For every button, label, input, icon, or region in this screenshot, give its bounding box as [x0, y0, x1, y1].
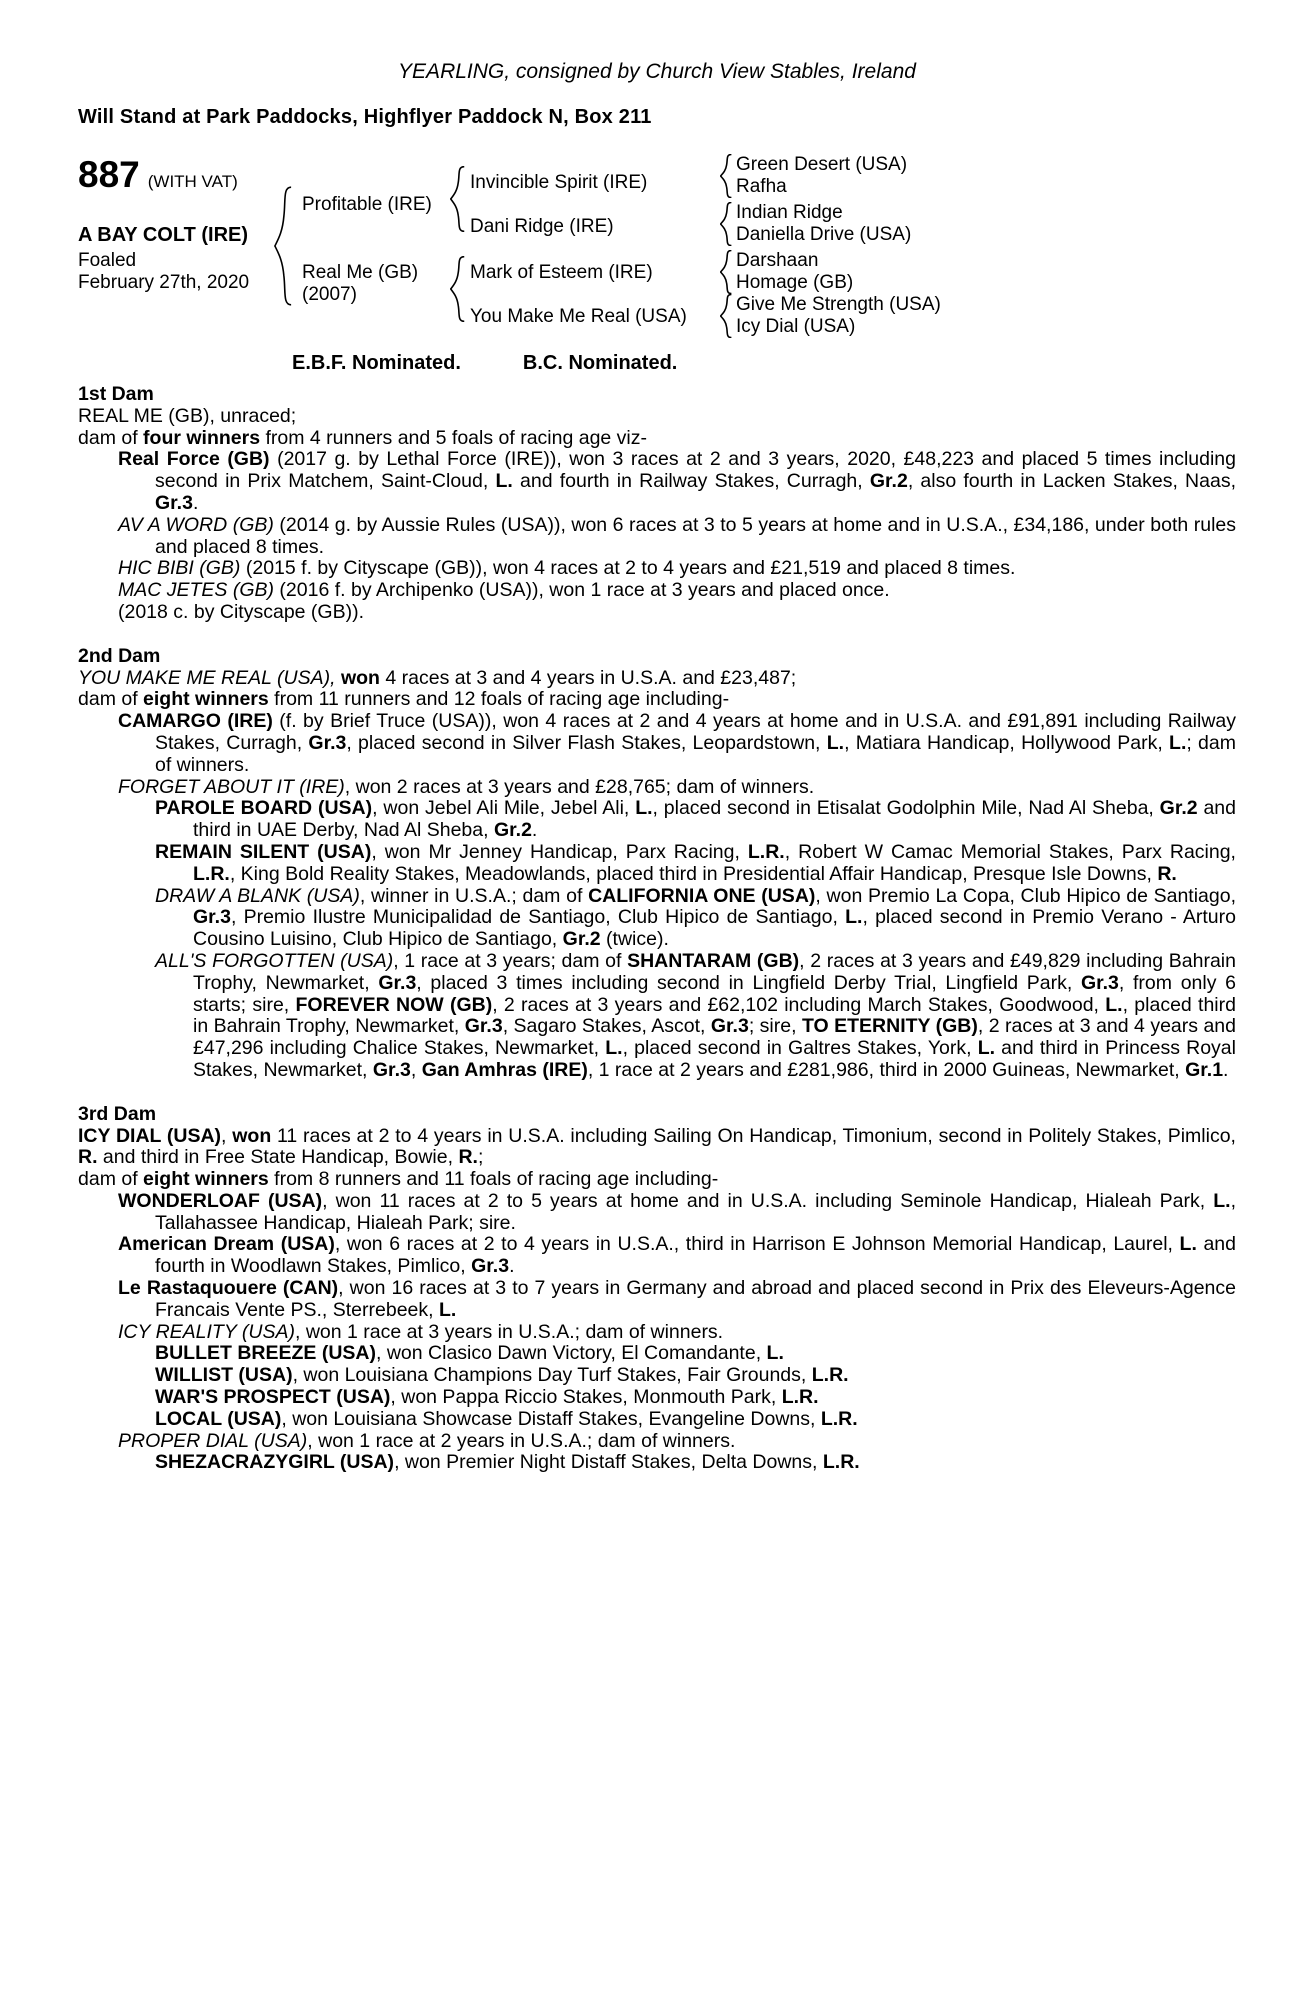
pedigree-paragraph: REAL ME (GB), unraced;: [78, 404, 297, 427]
foaled-label: Foaled: [78, 250, 137, 271]
pedigree-paragraph: HIC BIBI (GB) (2015 f. by Cityscape (GB)), won 4 races at 2 to 4 years and £21,519 and placed 8 times.: [118, 557, 1016, 580]
pedigree-sire-dam-dam: Daniella Drive (USA): [736, 224, 912, 245]
pedigree-dam: Real Me (GB): [302, 262, 419, 283]
pedigree-paragraph: ALL'S FORGOTTEN (USA), 1 race at 3 years; dam of SHANTARAM (GB), 2 races at 3 years and £49,829 including Bahrain Trophy, Newmarket, Gr.3, placed 3 times including second in Lingfield Derby Trial, Lingfield Park, Gr.3, from only 6 starts; sire, FOREVER NOW (GB), 2 races at 3 years and £62,102 including March Stakes, Goodwood, L., placed third in Bahrain Trophy, Newmarket, Gr.3, Sagaro Stakes, Ascot, Gr.3; sire, TO ETERNITY (GB), 2 races at 3 and 4 years and £47,296 including Chalice Stakes, Newmarket, L., placed second in Galtres Stakes, York, L. and third in Princess Royal Stakes, Newmarket, Gr.3, Gan Amhras (IRE), 1 race at 2 years and £281,986, third in 2000 Guineas, Newmarket, Gr.1.: [155, 949, 1237, 1081]
nominations-line: [78, 352, 1236, 375]
pedigree-paragraph: American Dream (USA), won 6 races at 2 to 4 years in U.S.A., third in Harrison E Johnson Memorial Handicap, Laurel, L. and fourth in Woodlawn Stakes, Pimlico, Gr.3.: [118, 1233, 1237, 1278]
pedigree-dam-dam: You Make Me Real (USA): [470, 306, 687, 327]
pedigree-brace-icon: [720, 154, 732, 198]
dam-section: [78, 646, 1236, 1082]
pedigree-sire-sire: Invincible Spirit (IRE): [470, 172, 648, 193]
pedigree-brace-icon: [450, 166, 465, 232]
colt-description: A BAY COLT (IRE): [78, 224, 249, 246]
dam-heading: 2nd Dam: [78, 644, 161, 667]
pedigree-sire-dam: Dani Ridge (IRE): [470, 216, 614, 237]
pedigree-brace-icon: [450, 256, 465, 322]
pedigree-paragraph: MAC JETES (GB) (2016 f. by Archipenko (USA)), won 1 race at 3 years and placed once.: [118, 579, 890, 602]
pedigree-paragraph: WAR'S PROSPECT (USA), won Pappa Riccio Stakes, Monmouth Park, L.R.: [155, 1386, 819, 1409]
pedigree-paragraph: PROPER DIAL (USA), won 1 race at 2 years in U.S.A.; dam of winners.: [118, 1429, 736, 1452]
dam-section: [78, 1104, 1236, 1475]
pedigree-brace-icon: [720, 250, 732, 294]
pedigree-table: [78, 150, 1236, 350]
pedigree-paragraph: (2018 c. by Cityscape (GB)).: [118, 600, 364, 623]
ebf-nominated-label: E.B.F. Nominated.: [292, 352, 461, 374]
pedigree-paragraph: BULLET BREEZE (USA), won Clasico Dawn Victory, El Comandante, L.: [155, 1342, 784, 1365]
pedigree-sire-dam-sire: Indian Ridge: [736, 202, 843, 223]
pedigree-sire: Profitable (IRE): [302, 194, 432, 215]
pedigree-brace-icon: [720, 202, 732, 246]
pedigree-paragraph: LOCAL (USA), won Louisiana Showcase Distaff Stakes, Evangeline Downs, L.R.: [155, 1407, 858, 1430]
pedigree-paragraph: WILLIST (USA), won Louisiana Champions Day Turf Stakes, Fair Grounds, L.R.: [155, 1364, 849, 1387]
vat-note: (WITH VAT): [147, 172, 238, 191]
pedigree-paragraph: WONDERLOAF (USA), won 11 races at 2 to 5 years at home and in U.S.A. including Seminole Handicap, Hialeah Park, L., Tallahassee Handicap, Hialeah Park; sire.: [118, 1189, 1236, 1234]
pedigree-paragraph: dam of eight winners from 11 runners and 12 foals of racing age including-: [78, 688, 730, 711]
dam-section: [78, 384, 1236, 624]
pedigree-brace-icon: [720, 294, 732, 338]
pedigree-paragraph: YOU MAKE ME REAL (USA), won 4 races at 3 and 4 years in U.S.A. and £23,487;: [78, 666, 797, 689]
dam-heading: 1st Dam: [78, 383, 154, 405]
consignor-line: YEARLING, consigned by Church View Stables, Ireland: [398, 60, 916, 83]
pedigree-paragraph: CAMARGO (IRE) (f. by Brief Truce (USA)), won 4 races at 2 and 4 years at home and in U.S.A. and £91,891 including Railway Stakes, Curragh, Gr.3, placed second in Silver Flash Stakes, Leopardstown, L., Matiara Handicap, Hollywood Park, L.; dam of winners.: [118, 710, 1236, 776]
pedigree-paragraph: AV A WORD (GB) (2014 g. by Aussie Rules (USA)), won 6 races at 3 to 5 years at home and in U.S.A., £34,186, under both rules and placed 8 times.: [118, 513, 1237, 558]
pedigree-paragraph: FORGET ABOUT IT (IRE), won 2 races at 3 years and £28,765; dam of winners.: [118, 775, 815, 798]
pedigree-dam-dam-dam: Icy Dial (USA): [736, 316, 856, 337]
pedigree-paragraph: dam of four winners from 4 runners and 5 foals of racing age viz-: [78, 426, 648, 449]
pedigree-dam-dam-sire: Give Me Strength (USA): [736, 294, 941, 315]
pedigree-sire-sire-sire: Green Desert (USA): [736, 154, 908, 175]
lot-number: 887: [78, 154, 140, 195]
pedigree-paragraph: DRAW A BLANK (USA), winner in U.S.A.; dam of CALIFORNIA ONE (USA), won Premio La Copa, Club Hipico de Santiago, Gr.3, Premio Ilustre Municipalidad de Santiago, Club Hipico de Santiago, L., placed second in Premio Verano - Arturo Cousino Luisino, Club Hipico de Santiago, Gr.2 (twice).: [155, 884, 1237, 951]
dam-heading: 3rd Dam: [78, 1102, 157, 1125]
bc-nominated-label: B.C. Nominated.: [522, 352, 678, 374]
stand-location-line: Will Stand at Park Paddocks, Highflyer Paddock N, Box 211: [78, 106, 652, 128]
pedigree-paragraph: REMAIN SILENT (USA), won Mr Jenney Handicap, Parx Racing, L.R., Robert W Camac Memorial Stakes, Parx Racing, L.R., King Bold Reality Stakes, Meadowlands, placed third in Presidential Affair Handicap, Presque Isle Downs, R.: [155, 840, 1236, 885]
pedigree-paragraph: PAROLE BOARD (USA), won Jebel Ali Mile, Jebel Ali, L., placed second in Etisalat Godolphin Mile, Nad Al Sheba, Gr.2 and third in UAE Derby, Nad Al Sheba, Gr.2.: [155, 797, 1236, 842]
pedigree-paragraph: ICY DIAL (USA), won 11 races at 2 to 4 years in U.S.A. including Sailing On Handicap, Timonium, second in Politely Stakes, Pimlico, R. and third in Free State Handicap, Bowie, R.;: [78, 1124, 1236, 1169]
pedigree-dam-sire-dam: Homage (GB): [736, 272, 854, 293]
pedigree-dam-sire-sire: Darshaan: [736, 250, 819, 271]
pedigree-dam-year: (2007): [302, 284, 357, 305]
dam-sections: [78, 384, 1236, 1474]
foaled-date: February 27th, 2020: [78, 272, 250, 293]
pedigree-paragraph: SHEZACRAZYGIRL (USA), won Premier Night Distaff Stakes, Delta Downs, L.R.: [155, 1451, 860, 1474]
pedigree-paragraph: Le Rastaquouere (CAN), won 16 races at 3 to 7 years in Germany and abroad and placed second in Prix des Eleveurs-Agence Francais Vente PS., Sterrebeek, L.: [118, 1277, 1236, 1321]
pedigree-paragraph: ICY REALITY (USA), won 1 race at 3 years in U.S.A.; dam of winners.: [118, 1320, 724, 1343]
pedigree-paragraph: dam of eight winners from 8 runners and 11 foals of racing age including-: [78, 1168, 719, 1191]
lot-row: [78, 154, 238, 196]
pedigree-paragraph: Real Force (GB) (2017 g. by Lethal Force (IRE)), won 3 races at 2 and 3 years, 2020, £48,223 and placed 5 times including second in Prix Matchem, Saint-Cloud, L. and fourth in Railway Stakes, Curragh, Gr.2, also fourth in Lacken Stakes, Naas, Gr.3.: [118, 448, 1236, 514]
pedigree-brace-icon: [274, 186, 292, 306]
pedigree-sire-sire-dam: Rafha: [736, 176, 787, 197]
pedigree-dam-sire: Mark of Esteem (IRE): [470, 262, 653, 283]
